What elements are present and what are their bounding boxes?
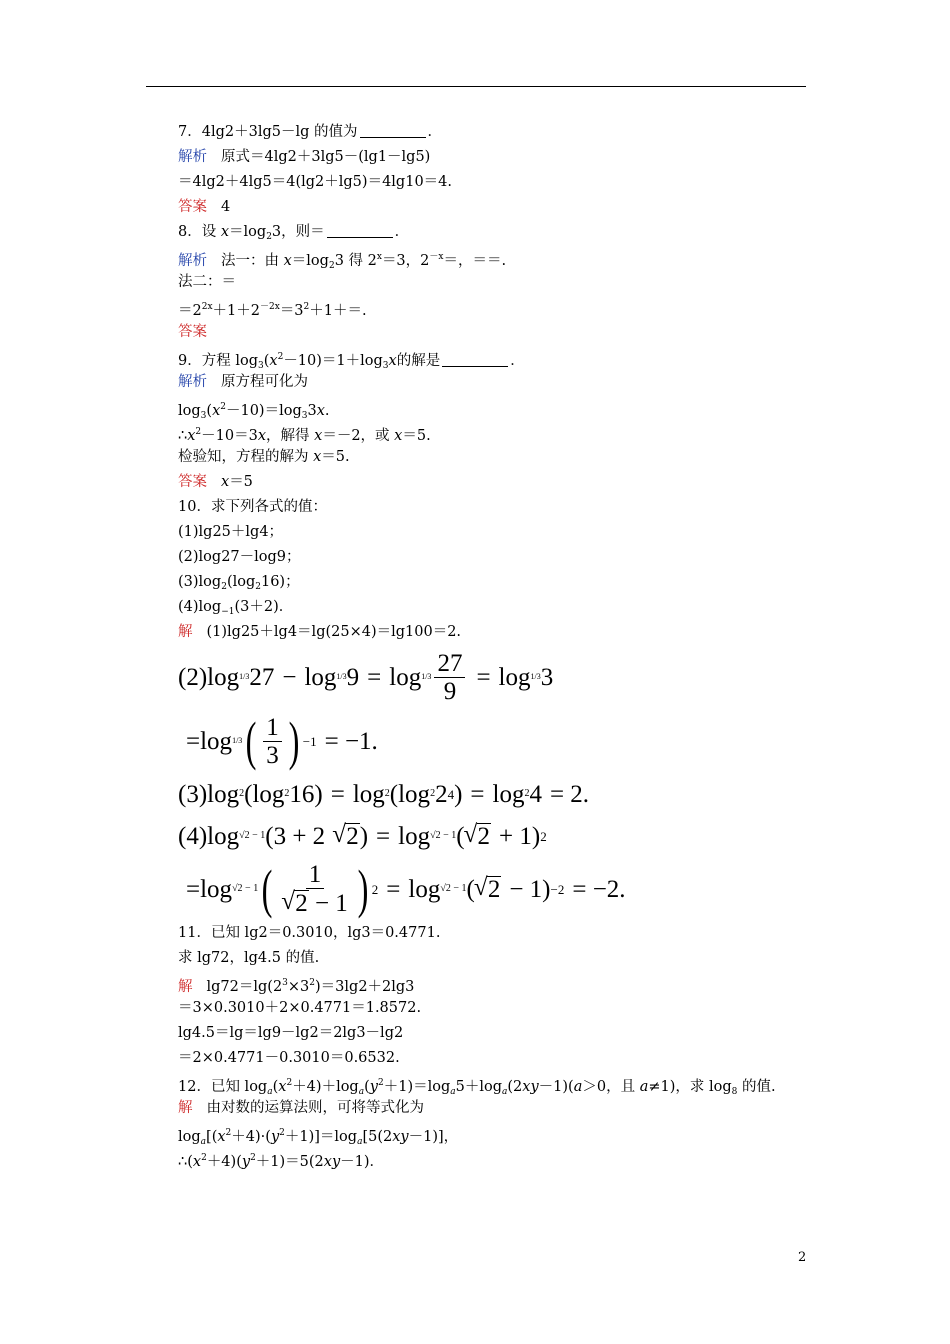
three-plus-2: 3 + 2 bbox=[273, 822, 326, 850]
math-line-2a bbox=[178, 645, 818, 709]
q9-sol1-d: 3 bbox=[307, 403, 317, 419]
var-a: a bbox=[573, 1079, 583, 1095]
base-2: 2 bbox=[328, 261, 335, 271]
math-line-2b bbox=[178, 709, 818, 773]
var-x: x bbox=[269, 353, 278, 369]
plus-1: + 1 bbox=[499, 822, 532, 850]
q7-stem-end: ． bbox=[427, 124, 442, 140]
sqrt-symbol bbox=[282, 890, 309, 916]
left-paren: ( bbox=[245, 711, 257, 771]
log-text: log bbox=[352, 780, 385, 808]
base-2: 2 bbox=[430, 788, 436, 799]
base-3: 3 bbox=[200, 411, 207, 421]
q9-sol2-e: ＝5. bbox=[402, 428, 431, 444]
exp-neg1: −1 bbox=[302, 733, 317, 749]
base-2: 2 bbox=[284, 788, 290, 799]
log-text: log bbox=[408, 875, 441, 903]
fraction-denominator: 3 bbox=[266, 741, 279, 769]
right-paren: ) bbox=[542, 875, 551, 903]
base-2: 2 bbox=[221, 582, 227, 592]
var-x: x bbox=[316, 403, 325, 419]
base-8: 8 bbox=[731, 1087, 738, 1097]
log-text: log bbox=[207, 663, 240, 691]
q12-stem-b: ( bbox=[272, 1079, 279, 1095]
q8-sol3-d: ＋1＋＝. bbox=[309, 303, 367, 319]
left-paren: ( bbox=[466, 875, 475, 903]
q12-stem-e: ＋1)＝log bbox=[383, 1079, 451, 1095]
result-neg2: = −2. bbox=[572, 875, 626, 903]
var-xy: xy bbox=[522, 1079, 539, 1095]
jiexi-tag: 解析 bbox=[178, 149, 207, 165]
base-one-third: 1/3 bbox=[239, 672, 250, 681]
q7-stem-text: 7．4lg2＋3lg5－lg 的值为 bbox=[178, 124, 358, 140]
header-rule bbox=[146, 86, 806, 87]
answer-blank bbox=[327, 223, 393, 238]
equals: = bbox=[367, 663, 382, 691]
exp-2x: 2x bbox=[201, 302, 213, 312]
q8-sol2: 法二：＝ bbox=[178, 274, 236, 290]
q12-stem-d: ( bbox=[364, 1079, 370, 1095]
q10-part-1 bbox=[178, 520, 818, 545]
q10-p3-b: (log bbox=[226, 574, 256, 590]
exp-2: 2 bbox=[377, 1078, 384, 1088]
q12-solution-line-1 bbox=[178, 1121, 818, 1146]
q11-solution-line-2 bbox=[178, 996, 818, 1021]
q11-solution-line-4 bbox=[178, 1046, 818, 1071]
q11-solution-line-1 bbox=[178, 971, 818, 996]
equals: = bbox=[186, 727, 201, 755]
q7-sol1: 原式＝4lg2＋3lg5－(lg1－lg5) bbox=[221, 149, 431, 165]
minus-1: − 1 bbox=[314, 890, 348, 917]
q12-solution-intro bbox=[178, 1096, 818, 1121]
left-paren: ( bbox=[456, 822, 465, 850]
q8-answer bbox=[178, 320, 818, 345]
q12-stem-j: ≠1)，求 log bbox=[648, 1079, 732, 1095]
daan-tag: 答案 bbox=[178, 474, 207, 490]
base-2: 2 bbox=[384, 788, 390, 799]
base-sqrt2-minus-1: √2 − 1 bbox=[239, 830, 266, 841]
sqrt-arg: 2 bbox=[346, 823, 359, 850]
num-4: 4 bbox=[529, 780, 542, 808]
minus: − bbox=[282, 663, 297, 691]
log-text: log bbox=[200, 875, 233, 903]
q8-sol3-c: ＝3 bbox=[279, 303, 304, 319]
q11-sol4: ＝2×0.4771－0.3010＝0.6532. bbox=[178, 1050, 400, 1066]
base-2: 2 bbox=[255, 582, 261, 592]
var-x: x bbox=[388, 353, 397, 369]
q8-sol3-a: ＝2 bbox=[178, 303, 202, 319]
q10-p3-c: 16)； bbox=[260, 574, 300, 590]
log-text: log bbox=[389, 663, 422, 691]
q12-sol-intro: 由对数的运算法则，可将等式化为 bbox=[206, 1100, 424, 1116]
q10-solution-1 bbox=[178, 620, 818, 645]
base-sqrt2-minus-1: √2 − 1 bbox=[430, 830, 457, 841]
equals: = bbox=[186, 875, 201, 903]
page-content bbox=[178, 120, 818, 1171]
q9-sol1-e: . bbox=[324, 403, 330, 419]
fraction-denominator: 9 bbox=[443, 677, 457, 705]
exp-2: 2 bbox=[250, 1153, 256, 1163]
q9-sol1-c: －10)＝log bbox=[225, 403, 302, 419]
q10-p1: (1)lg25＋lg4； bbox=[178, 524, 284, 540]
q12-stem-g: (2 bbox=[507, 1079, 523, 1095]
fraction-numerator: 1 bbox=[306, 862, 325, 889]
q11-sol1-b: ×3 bbox=[287, 979, 310, 995]
base-one-third: 1/3 bbox=[232, 736, 243, 745]
sqrt-arg: 2 bbox=[487, 876, 501, 903]
q12-sol2-a: ∴( bbox=[178, 1154, 193, 1170]
equals: = bbox=[386, 875, 401, 903]
jie-tag: 解 bbox=[178, 1100, 193, 1116]
exp-neg2: −2 bbox=[550, 881, 565, 897]
label-4: (4) bbox=[178, 822, 208, 850]
q12-sol2-c: ＋1)＝5(2 bbox=[255, 1154, 324, 1170]
q11-stem1: 11．已知 lg2＝0.3010，lg3＝0.4771. bbox=[178, 925, 441, 941]
var-xy: xy bbox=[323, 1154, 341, 1170]
q9-sol2-c: ，解得 bbox=[266, 428, 315, 444]
right-paren: ) bbox=[357, 859, 369, 919]
exp-2: 2 bbox=[277, 352, 284, 362]
exp-4: 4 bbox=[447, 786, 455, 802]
q8-stem-a: 8．设 bbox=[178, 224, 221, 240]
q12-stem bbox=[178, 1071, 818, 1096]
q8-stem bbox=[178, 220, 818, 245]
q9-stem bbox=[178, 345, 818, 370]
num-2: 2 bbox=[435, 780, 448, 808]
q9-solution-line-1 bbox=[178, 395, 818, 420]
var-x: x bbox=[394, 428, 403, 444]
log-text: log bbox=[498, 663, 531, 691]
q12-solution-line-2 bbox=[178, 1146, 818, 1171]
q8-stem-b: ＝log bbox=[229, 224, 267, 240]
q9-sol2-a: ∴ bbox=[178, 428, 188, 444]
q11-sol1-c: )＝3lg2＋2lg3 bbox=[315, 979, 415, 995]
exp-2: 2 bbox=[201, 1153, 207, 1163]
var-y: y bbox=[369, 1079, 378, 1095]
base-2: 2 bbox=[524, 788, 530, 799]
q11-stem-1 bbox=[178, 921, 818, 946]
q8-solution-line-2 bbox=[178, 270, 818, 295]
q9-sol3-a: 检验知，方程的解为 bbox=[178, 449, 314, 465]
base-sqrt2-minus-1: √2 − 1 bbox=[232, 883, 259, 894]
base-a: a bbox=[267, 1087, 273, 1097]
q10-p2: (2)log27－log9； bbox=[178, 549, 301, 565]
q11-stem2: 求 lg72，lg4.5 的值. bbox=[178, 950, 320, 966]
q12-stem-h: －1)( bbox=[538, 1079, 574, 1095]
fraction-1-over-sqrt2-minus-1 bbox=[279, 862, 351, 916]
left-paren: ( bbox=[265, 822, 274, 850]
var-x: x bbox=[314, 428, 323, 444]
q9-stem-b: ( bbox=[263, 353, 270, 369]
q8-sol1-c: 3 得 2 bbox=[334, 253, 377, 269]
q12-stem-f: 5＋log bbox=[455, 1079, 503, 1095]
fraction-27-9 bbox=[434, 651, 465, 704]
equals: = bbox=[476, 663, 491, 691]
var-a: a bbox=[639, 1079, 649, 1095]
q7-sol2: ＝4lg2＋4lg5＝4(lg2＋lg5)＝4lg10＝4. bbox=[178, 174, 452, 190]
q9-solution-line-3 bbox=[178, 445, 818, 470]
q8-sol1-a: 法一：由 bbox=[221, 253, 284, 269]
var-x: x bbox=[313, 449, 322, 465]
base-3: 3 bbox=[257, 361, 264, 371]
q9-sol1-a: log bbox=[178, 403, 201, 419]
left-paren: ( bbox=[389, 780, 399, 808]
log-text: log bbox=[207, 822, 240, 850]
exp-2: 2 bbox=[225, 1128, 232, 1138]
q12-sol2-d: －1)． bbox=[340, 1154, 385, 1170]
var-x: x bbox=[217, 1129, 226, 1145]
q10-sol1: (1)lg25＋lg4＝lg(25×4)＝lg100＝2. bbox=[206, 624, 462, 640]
exp-3: 3 bbox=[282, 978, 288, 988]
jie-tag: 解 bbox=[178, 979, 193, 995]
left-paren: ( bbox=[244, 780, 253, 808]
sqrt-symbol bbox=[333, 823, 360, 849]
base-2: 2 bbox=[239, 788, 245, 799]
exp-2: 2 bbox=[309, 978, 316, 988]
log-text: log bbox=[207, 780, 240, 808]
num-3: 3 bbox=[540, 663, 554, 691]
base-a: a bbox=[200, 1137, 207, 1147]
q10-p4-a: (4)log bbox=[178, 599, 222, 615]
label-3: (3) bbox=[178, 780, 208, 808]
jiexi-tag: 解析 bbox=[178, 253, 207, 269]
q8-sol1-d: ＝3，2 bbox=[381, 253, 430, 269]
fraction-numerator: 1 bbox=[263, 715, 282, 742]
q9-stem-d: 的解是 bbox=[396, 353, 441, 369]
exp-negx: －x bbox=[429, 252, 444, 262]
log-text: log bbox=[252, 780, 285, 808]
minus-1: − 1 bbox=[509, 875, 543, 903]
base-3: 3 bbox=[382, 361, 389, 371]
var-x: x bbox=[278, 1079, 287, 1095]
num-27: 27 bbox=[249, 663, 275, 691]
base-3: 3 bbox=[301, 411, 308, 421]
var-x: x bbox=[257, 428, 267, 444]
right-paren: ) bbox=[314, 780, 323, 808]
math-line-4b bbox=[178, 857, 818, 921]
q11-solution-line-3 bbox=[178, 1021, 818, 1046]
q10-part-3 bbox=[178, 570, 818, 595]
answer-blank bbox=[442, 352, 508, 367]
base-sqrt2-minus-1: √2 − 1 bbox=[440, 883, 467, 894]
base-one-third: 1/3 bbox=[336, 672, 347, 681]
left-paren: ( bbox=[261, 859, 273, 919]
q12-sol1-b: [( bbox=[206, 1129, 218, 1145]
label-2: (2) bbox=[178, 663, 208, 691]
var-x: x bbox=[212, 403, 221, 419]
result-neg1: = −1. bbox=[324, 727, 378, 755]
q10-part-2 bbox=[178, 545, 818, 570]
daan-tag: 答案 bbox=[178, 199, 207, 215]
q12-sol1-e: [5(2 bbox=[362, 1129, 393, 1145]
answer-blank bbox=[360, 123, 426, 138]
right-paren: ) bbox=[359, 822, 369, 850]
sqrt-symbol bbox=[465, 823, 492, 849]
q7-stem bbox=[178, 120, 818, 145]
var-x: x bbox=[220, 224, 230, 240]
var-x: x bbox=[187, 428, 196, 444]
q12-sol1-a: log bbox=[178, 1129, 201, 1145]
equals: = bbox=[330, 780, 345, 808]
q12-stem-k: 的值. bbox=[737, 1079, 776, 1095]
q8-sol1-e: ＝，＝＝. bbox=[443, 253, 507, 269]
log-text: log bbox=[398, 822, 431, 850]
q12-sol1-f: －1)]， bbox=[408, 1129, 459, 1145]
base-2: 2 bbox=[266, 232, 272, 242]
result-2: = 2. bbox=[549, 780, 590, 808]
exp-2: 2 bbox=[220, 402, 226, 412]
q12-sol1-d: ＋1)]＝log bbox=[284, 1129, 358, 1145]
var-x: x bbox=[221, 474, 230, 490]
log-text: log bbox=[304, 663, 337, 691]
q9-solution-intro bbox=[178, 370, 818, 395]
q12-stem-i: ＞0，且 bbox=[582, 1079, 640, 1095]
q8-stem-end: ． bbox=[394, 224, 410, 240]
equals: = bbox=[470, 780, 485, 808]
q12-sol2-b: ＋4)( bbox=[206, 1154, 242, 1170]
q7-solution-line-2 bbox=[178, 170, 818, 195]
q10-p3-a: (3)log bbox=[178, 574, 222, 590]
q8-solution-line-1 bbox=[178, 245, 818, 270]
num-9: 9 bbox=[346, 663, 360, 691]
q7-answer-value: 4 bbox=[221, 199, 231, 215]
q11-stem-2 bbox=[178, 946, 818, 971]
q11-sol1-a: lg72＝lg(2 bbox=[206, 979, 283, 995]
exp-2: 2 bbox=[195, 427, 202, 437]
exp-2: 2 bbox=[371, 881, 379, 897]
exp-2: 2 bbox=[540, 828, 547, 844]
base-one-third: 1/3 bbox=[530, 672, 541, 681]
base-one-third: 1/3 bbox=[421, 672, 432, 681]
right-paren: ) bbox=[454, 780, 463, 808]
log-text: log bbox=[200, 727, 233, 755]
base-a: a bbox=[357, 1137, 363, 1147]
exp-x: x bbox=[376, 252, 382, 262]
q8-sol1-b: ＝log bbox=[291, 253, 329, 269]
q10-stem bbox=[178, 495, 818, 520]
q11-sol3: lg4.5＝lg＝lg9－lg2＝2lg3－lg2 bbox=[178, 1025, 404, 1041]
var-xy: xy bbox=[392, 1129, 409, 1145]
base-a: a bbox=[502, 1087, 508, 1097]
num-16: 16 bbox=[289, 780, 315, 808]
var-y: y bbox=[241, 1154, 251, 1170]
q9-solution-line-2 bbox=[178, 420, 818, 445]
q9-sol2-b: －10＝3 bbox=[201, 428, 258, 444]
q9-sol3-b: ＝5. bbox=[321, 449, 350, 465]
math-line-3 bbox=[178, 773, 818, 815]
q8-stem-c: 3，则＝ bbox=[271, 224, 325, 240]
jiexi-tag: 解析 bbox=[178, 374, 207, 390]
sqrt-arg: 2 bbox=[477, 823, 491, 850]
q9-sol1-b: ( bbox=[206, 403, 213, 419]
q10-p4-b: (3＋2)． bbox=[234, 599, 294, 615]
var-x: x bbox=[283, 253, 292, 269]
sqrt-arg: 2 bbox=[295, 890, 308, 917]
q9-sol-intro: 原方程可化为 bbox=[221, 374, 308, 390]
q9-answer bbox=[178, 470, 818, 495]
q9-sol2-d: ＝－2，或 bbox=[322, 428, 395, 444]
daan-tag: 答案 bbox=[178, 324, 207, 340]
q9-stem-end: ． bbox=[510, 353, 525, 369]
q7-answer bbox=[178, 195, 818, 220]
q12-stem-c: ＋4)＋log bbox=[292, 1079, 359, 1095]
sqrt-symbol bbox=[475, 876, 502, 902]
q9-answer-value: ＝5 bbox=[229, 474, 253, 490]
q12-sol1-c: ＋4)·( bbox=[231, 1129, 271, 1145]
q9-stem-c: －10)＝1＋log bbox=[283, 353, 383, 369]
var-x: x bbox=[192, 1154, 202, 1170]
q8-sol3-b: ＋1＋2 bbox=[212, 303, 260, 319]
math-line-4a bbox=[178, 815, 818, 857]
log-text: log bbox=[492, 780, 525, 808]
base-a: a bbox=[450, 1087, 456, 1097]
right-paren: ) bbox=[288, 711, 300, 771]
exp-2: 2 bbox=[286, 1078, 293, 1088]
q10-stem-text: 10．求下列各式的值： bbox=[178, 499, 327, 515]
equals: = bbox=[376, 822, 391, 850]
base-neg1: −1 bbox=[221, 607, 235, 617]
q11-sol2: ＝3×0.3010＋2×0.4771＝1.8572. bbox=[178, 1000, 422, 1016]
page-number: 2 bbox=[798, 1250, 807, 1265]
q9-stem-a: 9．方程 log bbox=[178, 353, 258, 369]
var-y: y bbox=[270, 1129, 280, 1145]
exp-neg2x: －2x bbox=[260, 302, 280, 312]
q7-solution-line-1 bbox=[178, 145, 818, 170]
exp-2: 2 bbox=[279, 1128, 285, 1138]
q10-part-4 bbox=[178, 595, 818, 620]
jie-tag: 解 bbox=[178, 624, 193, 640]
exp-2: 2 bbox=[303, 302, 310, 312]
log-text: log bbox=[398, 780, 431, 808]
fraction-denominator bbox=[279, 889, 351, 916]
fraction-numerator: 27 bbox=[434, 651, 465, 678]
q12-stem-a: 12．已知 log bbox=[178, 1079, 268, 1095]
base-a: a bbox=[358, 1087, 365, 1097]
q8-solution-line-3 bbox=[178, 295, 818, 320]
right-paren: ) bbox=[531, 822, 541, 850]
fraction-1-3 bbox=[263, 715, 282, 768]
